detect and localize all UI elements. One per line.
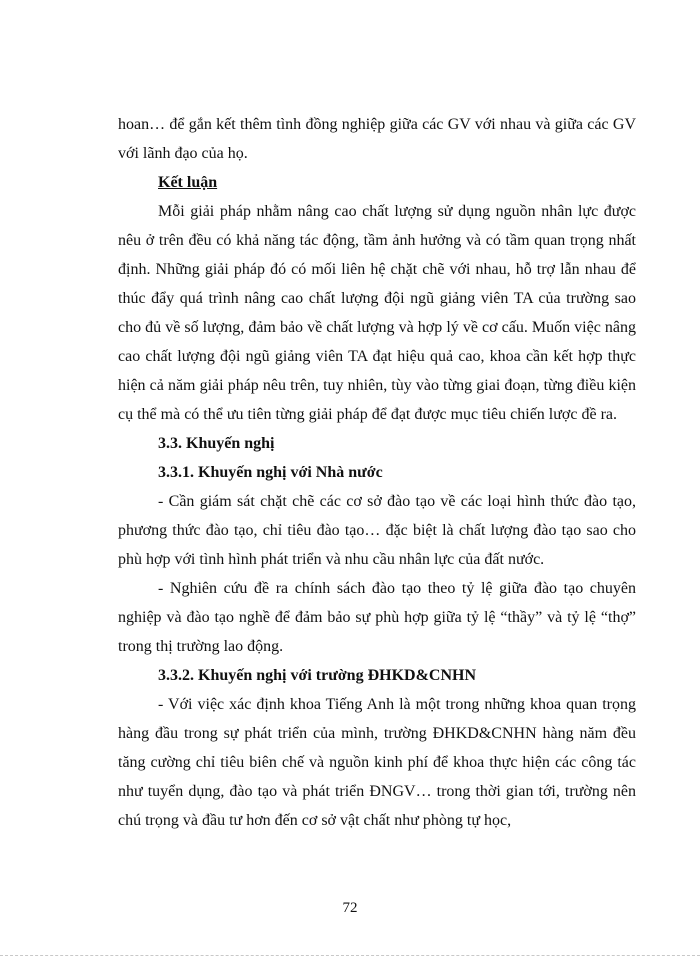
continuation-paragraph: hoan… để gắn kết thêm tình đồng nghiệp giữa các GV với nhau và giữa các GV với lãnh đạo của họ. bbox=[118, 116, 636, 162]
subsection-1-bullet-1: - Cần giám sát chặt chẽ các cơ sở đào tạo về các loại hình thức đào tạo, phương thức đào tạo, chỉ tiêu đào tạo… đặc biệt là chất lượng đào tạo sao cho phù hợp với tình hình phát triển và nhu cầu nhân lực của đất nước. bbox=[118, 493, 636, 568]
subsection-1-heading: 3.3.1. Khuyến nghị với Nhà nước bbox=[158, 464, 383, 481]
subsection-2-bullet-1: - Với việc xác định khoa Tiếng Anh là một trong những khoa quan trọng hàng đầu trong sự phát triển của mình, trường ĐHKD&CNHN hàng năm đều tăng cường chỉ tiêu biên chế và nguồn kinh phí để khoa thực hiện các công tác như tuyển dụng, đào tạo và phát triển ĐNGV… trong thời gian tới, trường nên chú trọng và đầu tư hơn đến cơ sở vật chất như phòng tự học, bbox=[118, 696, 636, 829]
conclusion-paragraph: Mỗi giải pháp nhằm nâng cao chất lượng sử dụng nguồn nhân lực được nêu ở trên đều có khả năng tác động, tầm ảnh hưởng và có tầm quan trọng nhất định. Những giải pháp đó có mối liên hệ chặt chẽ với nhau, hỗ trợ lẫn nhau để thúc đẩy quá trình nâng cao chất lượng đội ngũ giảng viên TA của trường sao cho đủ về số lượng, đảm bảo về chất lượng và hợp lý về cơ cấu. Muốn việc nâng cao chất lượng đội ngũ giảng viên TA đạt hiệu quả cao, khoa cần kết hợp thực hiện cả năm giải pháp nêu trên, tuy nhiên, tùy vào từng giai đoạn, từng điều kiện cụ thể mà có thể ưu tiên từng giải pháp để đạt được mục tiêu chiến lược đề ra. bbox=[118, 203, 636, 423]
page-bottom-divider bbox=[0, 955, 700, 956]
subsection-2-heading: 3.3.2. Khuyến nghị với trường ĐHKD&CNHN bbox=[158, 667, 477, 684]
section-heading: 3.3. Khuyến nghị bbox=[158, 435, 275, 452]
page-number: 72 bbox=[342, 900, 358, 916]
conclusion-heading: Kết luận bbox=[158, 174, 218, 191]
subsection-1-bullet-2: - Nghiên cứu đề ra chính sách đào tạo theo tỷ lệ giữa đào tạo chuyên nghiệp và đào tạo nghề để đảm bảo sự phù hợp giữa tỷ lệ “thầy” và tỷ lệ “thợ” trong thị trường lao động. bbox=[118, 580, 636, 655]
page-body bbox=[118, 110, 636, 835]
